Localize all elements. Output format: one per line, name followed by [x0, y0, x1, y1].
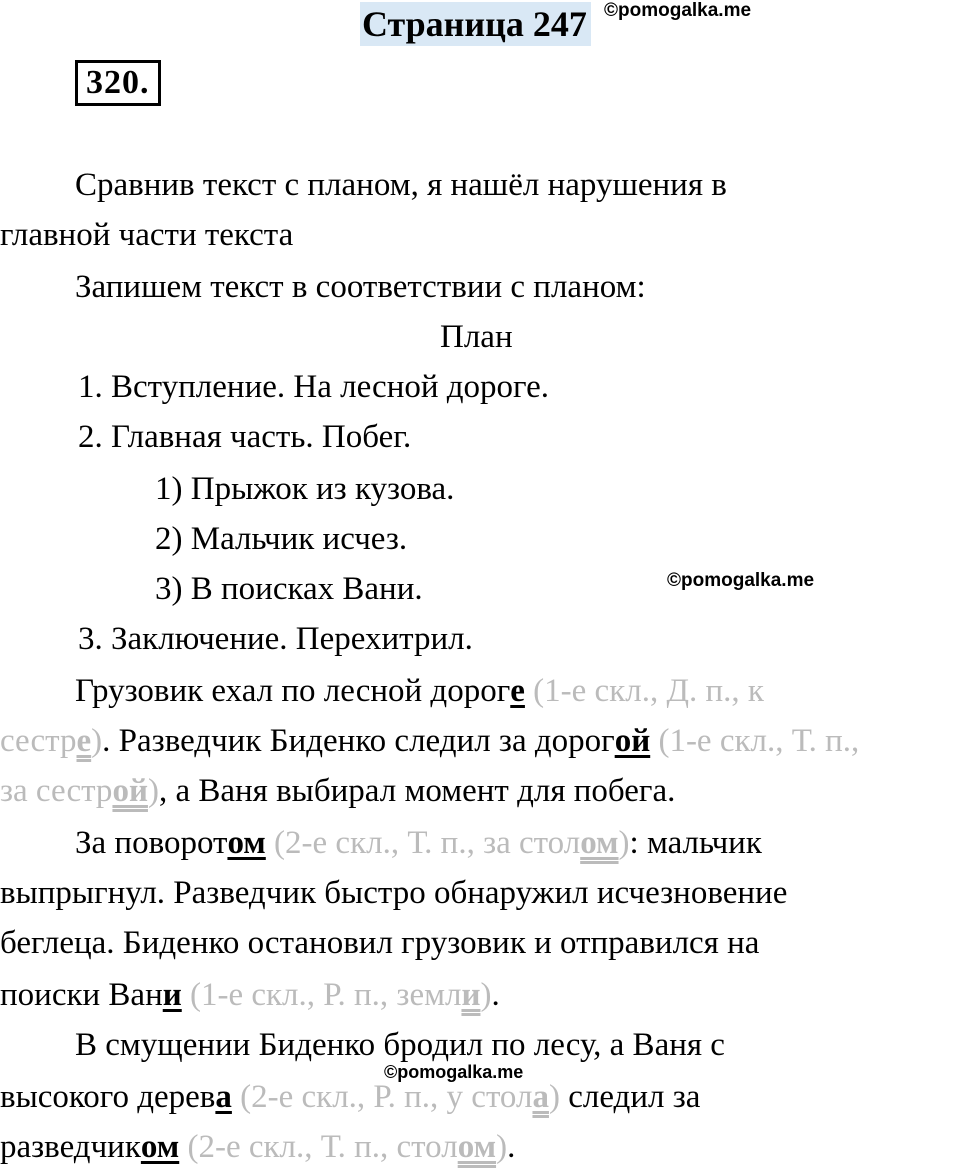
text-line: высокого дерева (2-е скл., Р. п., у стола) следил за — [0, 1079, 701, 1115]
intro-line: Запишем текст в соответствии с планом: — [75, 269, 646, 305]
watermark: ©pomogalka.me — [667, 570, 815, 591]
watermark: ©pomogalka.me — [384, 1062, 524, 1082]
plan-subitem: 3) В поисках Вани. — [155, 571, 423, 607]
text-line: сестре). Разведчик Биденко следил за дорогой (1-е скл., Т. п., — [0, 723, 860, 759]
text-line: В смущении Биденко бродил по лесу, а Ваня с — [75, 1027, 725, 1063]
text-line: поиски Вани (1-е скл., Р. п., земли). — [0, 977, 500, 1013]
text-line: выпрыгнул. Разведчик быстро обнаружил исчезновение — [0, 875, 788, 911]
text-line: Грузовик ехал по лесной дороге (1-е скл., Д. п., к — [75, 673, 764, 709]
plan-subitem: 1) Прыжок из кузова. — [155, 471, 455, 507]
plan-title: План — [440, 319, 513, 355]
plan-item: 2. Главная часть. Побег. — [78, 419, 412, 455]
intro-line: главной части текста — [0, 217, 294, 253]
text-line: за сестрой), а Ваня выбирал момент для побега. — [0, 773, 676, 809]
task-number: 320. — [75, 60, 161, 106]
plan-item: 3. Заключение. Перехитрил. — [78, 621, 473, 657]
text-line: беглеца. Биденко остановил грузовик и отправился на — [0, 925, 760, 961]
plan-subitem: 2) Мальчик исчез. — [155, 521, 408, 557]
page-title: Страница 247 — [360, 2, 591, 46]
text-line: разведчиком (2-е скл., Т. п., столом). — [0, 1129, 516, 1165]
plan-item: 1. Вступление. На лесной дороге. — [78, 369, 550, 405]
text-line: За поворотом (2-е скл., Т. п., за столом): мальчик — [75, 825, 762, 861]
intro-line: Сравнив текст с планом, я нашёл нарушения в — [75, 167, 727, 203]
watermark: ©pomogalka.me — [604, 0, 752, 21]
